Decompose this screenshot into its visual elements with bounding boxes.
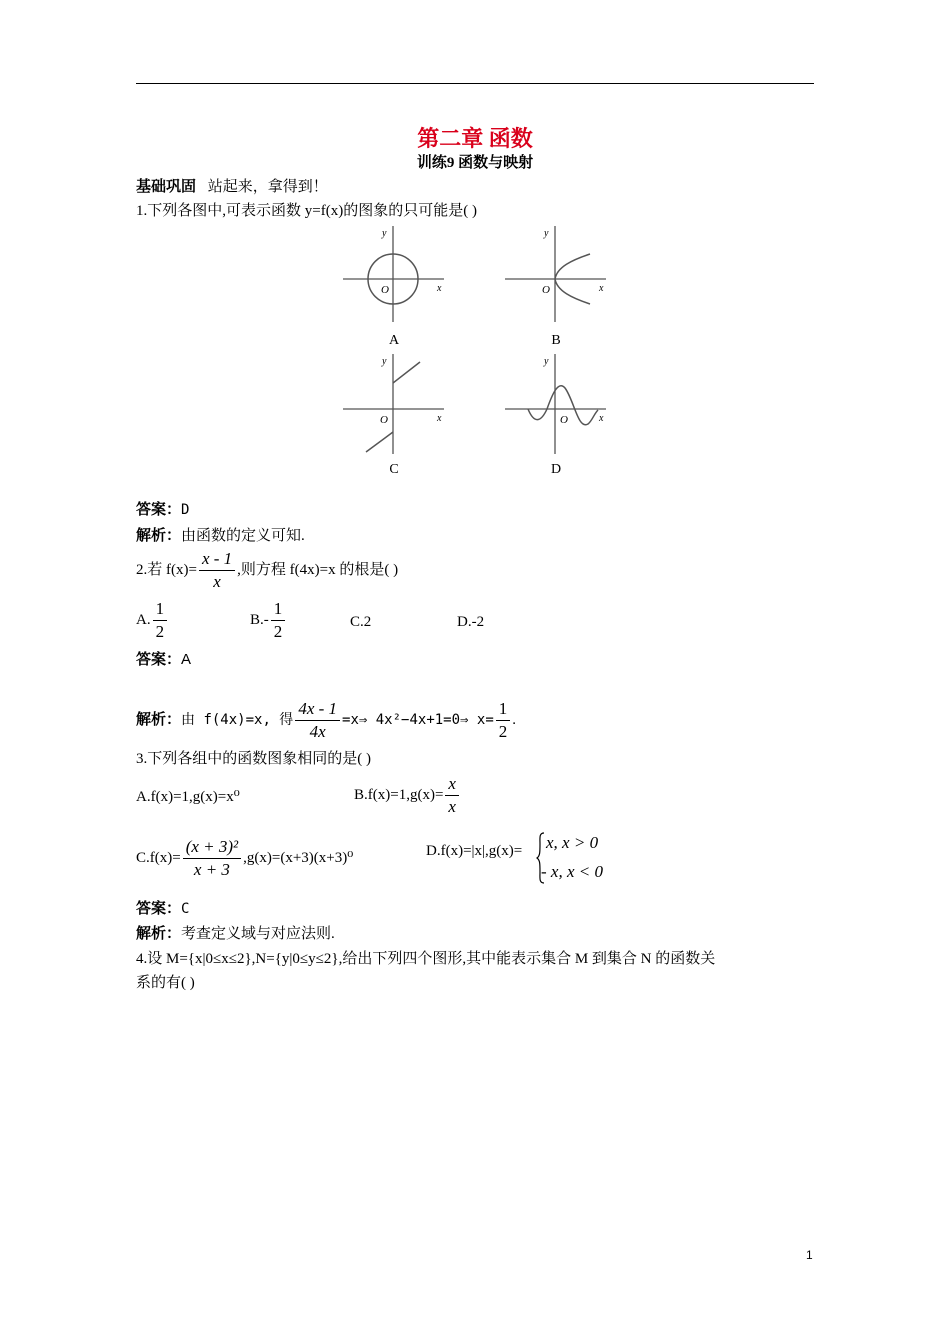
option-b-fraction bbox=[445, 773, 459, 818]
q3-option-c bbox=[136, 836, 353, 881]
option-b-num: 1 bbox=[271, 598, 286, 621]
analysis-text-1: 由 f(4x)=x, 得 bbox=[181, 711, 294, 728]
svg-text:O: O bbox=[380, 414, 388, 426]
q2-option-c: C.2 bbox=[350, 614, 372, 630]
graph-c bbox=[340, 350, 450, 458]
q3-option-d-prefix: D.f(x)=|x|,g(x)= bbox=[426, 843, 523, 859]
svg-text:x: x bbox=[437, 413, 442, 424]
option-b-prefix: B.- bbox=[250, 611, 269, 628]
svg-text:y: y bbox=[544, 228, 549, 239]
q2-stem-prefix: 2.若 f(x)= bbox=[136, 561, 197, 578]
q4-stem-line2: 系的有( ) bbox=[136, 975, 195, 991]
section-label: 基础巩固 bbox=[136, 179, 197, 195]
option-a-num: 1 bbox=[153, 598, 168, 621]
header-rule bbox=[136, 83, 814, 84]
svg-text:O: O bbox=[542, 284, 550, 296]
analysis-fraction-1 bbox=[295, 698, 340, 743]
section-slogan: 站起来，拿得到！ bbox=[207, 179, 328, 195]
q1-answer bbox=[136, 500, 189, 520]
analysis-fraction-2-num: 1 bbox=[496, 698, 511, 721]
analysis-text-2: =x⇒ 4x²−4x+1=0⇒ x= bbox=[342, 711, 494, 728]
graph-label-c: C bbox=[389, 462, 399, 477]
svg-text:O: O bbox=[381, 284, 389, 296]
answer-label: 答案： bbox=[136, 901, 182, 917]
q1-analysis bbox=[136, 526, 305, 546]
section-heading bbox=[136, 177, 328, 197]
answer-value: C bbox=[181, 901, 190, 917]
answer-value: D bbox=[181, 502, 190, 518]
q2-fraction-numerator: x - 1 bbox=[199, 548, 235, 571]
q3-option-d-case2: - x, x < 0 bbox=[541, 862, 603, 881]
analysis-fraction-1-den: 4x bbox=[309, 722, 326, 741]
option-c-prefix: C.f(x)= bbox=[136, 849, 181, 866]
analysis-label: 解析： bbox=[136, 528, 182, 544]
option-c-suffix: ,g(x)=(x+3)(x+3)⁰ bbox=[243, 849, 354, 866]
svg-text:y: y bbox=[382, 228, 387, 239]
graph-label-b: B bbox=[551, 333, 561, 348]
answer-value: A bbox=[181, 651, 192, 668]
graph-label-a: A bbox=[388, 333, 400, 348]
q2-stem bbox=[136, 548, 398, 593]
svg-text:y: y bbox=[544, 356, 549, 367]
analysis-label: 解析： bbox=[136, 711, 182, 728]
svg-text:x: x bbox=[599, 283, 604, 294]
q3-option-b bbox=[354, 773, 461, 818]
q2-option-a bbox=[136, 598, 169, 643]
option-c-fraction bbox=[183, 836, 241, 881]
lesson-title: 训练9 函数与映射 bbox=[416, 155, 534, 171]
svg-text:y: y bbox=[382, 356, 387, 367]
answer-label: 答案： bbox=[136, 652, 182, 668]
page-number: 1 bbox=[806, 1248, 813, 1262]
option-a-prefix: A. bbox=[136, 611, 151, 628]
q1-stem: 1.下列各图中,可表示函数 y=f(x)的图象的只可能是( ) bbox=[136, 203, 477, 219]
analysis-text: 由函数的定义可知. bbox=[181, 528, 305, 544]
analysis-label: 解析： bbox=[136, 926, 182, 942]
option-b-den: 2 bbox=[273, 622, 283, 641]
option-b-den: x bbox=[448, 797, 456, 816]
option-b-prefix: B.f(x)=1,g(x)= bbox=[354, 786, 444, 803]
option-c-num: (x + 3)² bbox=[183, 836, 241, 859]
svg-text:x: x bbox=[437, 283, 442, 294]
option-c-den: x + 3 bbox=[193, 860, 230, 879]
q2-option-d: D.-2 bbox=[457, 614, 485, 630]
graph-label-d: D bbox=[550, 462, 562, 477]
option-b-num: x bbox=[445, 773, 459, 796]
analysis-fraction-2 bbox=[496, 698, 511, 743]
graph-d bbox=[502, 350, 612, 458]
q2-analysis bbox=[136, 698, 516, 743]
svg-text:O: O bbox=[560, 414, 568, 426]
analysis-fraction-1-num: 4x - 1 bbox=[295, 698, 340, 721]
graph-b bbox=[502, 222, 612, 327]
q2-fraction bbox=[199, 548, 235, 593]
answer-label: 答案： bbox=[136, 502, 182, 518]
graph-a bbox=[340, 222, 450, 327]
q2-answer bbox=[136, 650, 191, 670]
option-a-fraction bbox=[153, 598, 168, 643]
svg-text:x: x bbox=[599, 413, 604, 424]
q3-answer bbox=[136, 899, 189, 919]
chapter-title: 第二章 函数 bbox=[417, 126, 533, 151]
q2-fraction-denominator: x bbox=[213, 572, 221, 591]
analysis-end: . bbox=[512, 711, 516, 728]
q2-option-b bbox=[250, 598, 287, 643]
q2-stem-suffix: ,则方程 f(4x)=x 的根是( ) bbox=[237, 561, 399, 578]
option-b-fraction bbox=[271, 598, 286, 643]
q3-option-d-case1: x, x > 0 bbox=[546, 833, 599, 852]
q4-stem-line1: 4.设 M={x|0≤x≤2},N={y|0≤y≤2},给出下列四个图形,其中能表示集合 M 到集合 N 的函数关 bbox=[136, 951, 716, 967]
q3-analysis bbox=[136, 924, 335, 944]
option-a-den: 2 bbox=[155, 622, 165, 641]
analysis-text: 考查定义域与对应法则. bbox=[181, 926, 335, 942]
q3-stem: 3.下列各组中的函数图象相同的是( ) bbox=[136, 751, 371, 767]
analysis-fraction-2-den: 2 bbox=[498, 722, 508, 741]
q3-option-a: A.f(x)=1,g(x)=x⁰ bbox=[136, 789, 240, 805]
